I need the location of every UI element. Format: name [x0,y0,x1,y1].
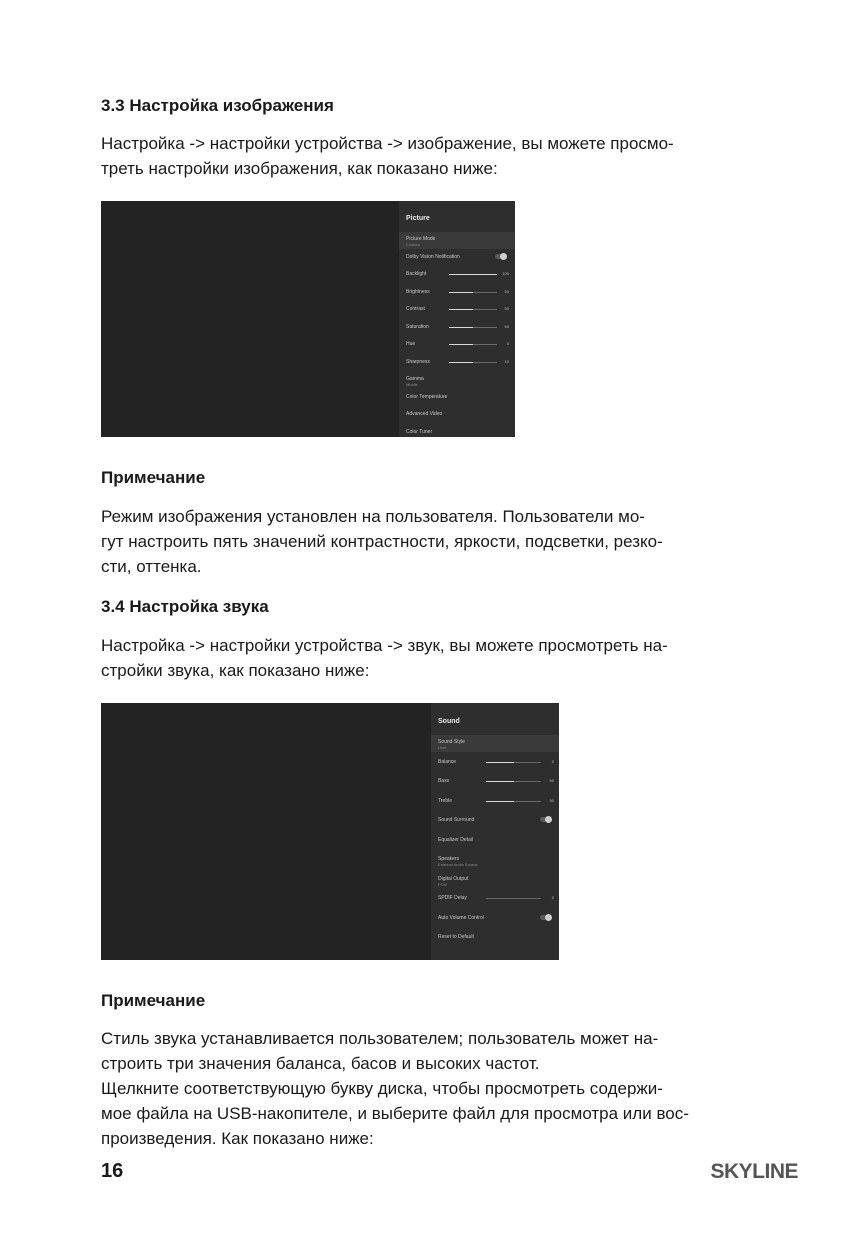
text-line: Настройка -> настройки устройства -> звук, вы можете просмотреть на- [101,636,668,655]
menu-item-label: Speakers [438,856,460,862]
toggle-switch[interactable] [540,817,551,822]
page-number: 16 [101,1160,124,1182]
text-line: Щелкните соответствующую букву диска, чтобы просмотреть содержи- [101,1079,663,1098]
menu-item[interactable] [399,390,515,404]
note-1-heading: Примечание [101,468,206,487]
picture-settings-screenshot [101,201,515,437]
menu-item[interactable] [399,372,515,389]
menu-item-label: Balance [438,758,457,765]
toggle-switch[interactable] [540,915,551,920]
menu-item[interactable] [431,735,559,752]
slider-value: 10 [504,358,509,364]
menu-item[interactable] [431,852,559,869]
toggle-switch[interactable] [495,254,506,259]
menu-item[interactable] [399,267,515,281]
slider-value: 0 [551,758,554,764]
menu-item-label: Bass [438,778,450,784]
menu-item[interactable] [431,774,559,788]
menu-item-label: Picture Mode [406,236,436,242]
section-3-4-intro [101,633,797,683]
menu-item-label: Contrast [406,306,425,312]
menu-item[interactable] [399,232,515,249]
menu-item[interactable] [431,911,559,925]
text-line: мое файла на USB-накопителе, и выберите файл для просмотра или вос- [101,1104,689,1123]
menu-item[interactable] [399,407,515,421]
slider-value: 100 [502,271,509,276]
menu-item[interactable] [431,813,559,827]
note-2-text [101,1026,797,1151]
menu-item-label: Sound Style [438,739,465,745]
menu-item-label: Digital Output [438,875,469,882]
menu-item-label: Treble [438,797,452,804]
menu-item[interactable] [399,320,515,334]
text-line: треть настройки изображения, как показано ниже: [101,159,498,178]
menu-item-value: External Audio Source [438,862,478,867]
menu-item-label: Sound Surround [438,817,475,823]
slider-value: 50 [504,323,509,329]
slider-track[interactable] [486,801,541,802]
menu-item[interactable] [431,872,559,889]
slider-fill [486,781,514,782]
note-2-heading: Примечание [101,991,206,1010]
slider-value: 50 [504,288,509,294]
slider-fill [449,309,473,310]
menu-item[interactable] [399,355,515,369]
section-3-4-heading: 3.4 Настройка звука [101,597,269,616]
menu-item-value: User [438,745,447,750]
menu-item-label: Auto Volume Control [438,914,484,921]
slider-value: 50 [504,306,509,311]
menu-item[interactable] [431,794,559,808]
menu-item[interactable] [431,891,559,905]
text-line: гут настроить пять значений контрастности, яркости, подсветки, резко- [101,532,663,551]
menu-item-label: Hue [406,341,416,347]
slider-track[interactable] [486,781,541,782]
text-line: стройки звука, как показано ниже: [101,661,370,680]
menu-item-label: Advanced Video [406,411,443,417]
text-line: Настройка -> настройки устройства -> изображение, вы можете просмо- [101,134,674,153]
menu-item[interactable] [399,250,515,264]
slider-value: 50 [549,778,554,783]
menu-item-label: Color Tuner [406,428,433,435]
slider-value: 0 [506,341,509,346]
text-line: Режим изображения установлен на пользователя. Пользователи мо- [101,507,645,526]
menu-item-label: Backlight [406,271,427,277]
menu-item[interactable] [399,285,515,299]
menu-item-label: Gamma [406,376,424,382]
picture-settings-panel [399,201,515,437]
slider-track[interactable] [449,309,497,310]
menu-item-label: Dolby Vision Notification [406,253,460,260]
slider-fill [486,801,514,802]
menu-item-label: Brightness [406,288,430,295]
section-3-3-intro [101,131,797,181]
slider-fill [449,274,497,275]
slider-track[interactable] [449,327,497,328]
sound-panel-title: Sound [438,718,460,725]
slider-fill [449,344,473,345]
menu-item-label: Reset to Default [438,934,474,940]
text-line: строить три значения баланса, басов и высоких частот. [101,1054,540,1073]
slider-value: 0 [551,895,554,900]
menu-item-value: PCM [438,881,447,887]
menu-item[interactable] [431,930,559,944]
menu-item[interactable] [431,755,559,769]
slider-value: 50 [549,797,554,803]
menu-item-value: Custom [406,242,420,247]
menu-item[interactable] [399,425,515,438]
slider-fill [449,292,473,293]
slider-fill [486,762,514,763]
slider-track[interactable] [486,762,541,763]
section-3-3-heading: 3.3 Настройка изображения [101,96,334,115]
slider-fill [449,327,473,328]
menu-item-label: SPDIF Delay [438,895,467,901]
menu-item-label: Saturation [406,323,429,330]
slider-track[interactable] [449,362,497,363]
note-1-text [101,504,797,579]
text-line: произведения. Как показано ниже: [101,1129,374,1148]
slider-track[interactable] [449,292,497,293]
sound-settings-screenshot [101,703,559,960]
menu-item[interactable] [399,337,515,351]
slider-track[interactable] [486,898,541,899]
sound-settings-panel [431,703,559,960]
text-line: Стиль звука устанавливается пользователем; пользователь может на- [101,1029,659,1048]
slider-fill [449,362,473,363]
menu-item[interactable] [431,833,559,847]
picture-panel-title: Picture [406,215,430,222]
menu-item-label: Color Temperature [406,393,448,400]
menu-item-label: Equalizer Detail [438,836,474,843]
menu-item-value: Middle [406,382,418,387]
brand-logo: SKYLINE [710,1160,798,1183]
slider-track[interactable] [449,344,497,345]
menu-item-label: Sharpness [406,358,430,365]
text-line: сти, оттенка. [101,557,202,576]
slider-track[interactable] [449,274,497,275]
menu-item[interactable] [399,302,515,316]
